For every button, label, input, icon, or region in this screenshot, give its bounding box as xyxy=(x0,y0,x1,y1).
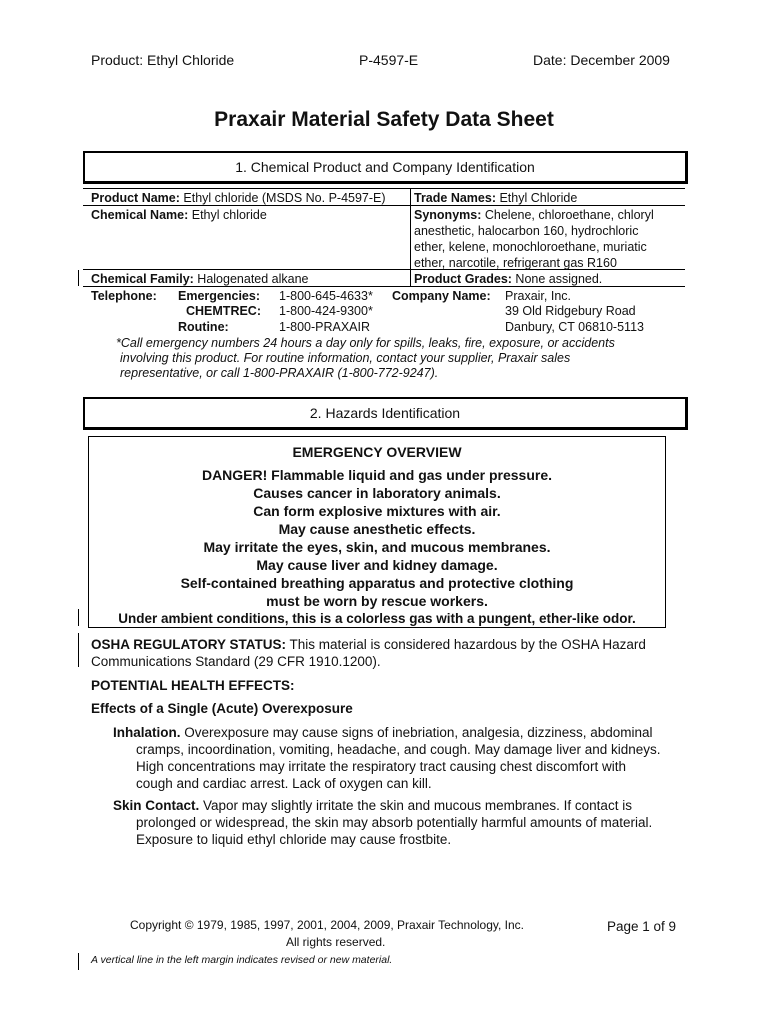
chemical-family-cell xyxy=(91,271,309,287)
synonyms-line: ether, narcotile, refrigerant gas R160 xyxy=(414,256,617,270)
inhalation-line: cramps, incoordination, vomiting, headache, and cough. May damage liver and kidneys. xyxy=(136,742,661,757)
routine-label: Routine: xyxy=(178,320,229,334)
emergencies-label: Emergencies: xyxy=(178,289,260,303)
emergency-line: DANGER! Flammable liquid and gas under pressure. xyxy=(201,467,553,483)
inhalation-line: Overexposure may cause signs of inebriation, analgesia, dizziness, abdominal xyxy=(180,725,653,740)
osha-line: This material is considered hazardous by the OSHA Hazard xyxy=(286,637,646,652)
revision-margin-bar xyxy=(78,633,79,667)
synonyms-line: ether, kelene, monochloroethane, muriatic xyxy=(414,240,647,254)
product-grades-value: None assigned. xyxy=(511,272,603,286)
inhalation-label: Inhalation. xyxy=(113,725,181,740)
emergency-note-line: involving this product. For routine information, contact your supplier, Praxair sales xyxy=(120,351,571,365)
rights-text: All rights reserved. xyxy=(286,935,386,949)
osha-line: Communications Standard (29 CFR 1910.1200). xyxy=(91,654,381,669)
potential-health-heading: POTENTIAL HEALTH EFFECTS: xyxy=(91,678,295,693)
company-line: Danbury, CT 06810-5113 xyxy=(505,320,644,334)
inhalation-line: cough and cardiac arrest. Lack of oxygen can kill. xyxy=(136,776,432,791)
emergency-line: May cause anesthetic effects. xyxy=(278,521,476,537)
chemical-name-cell xyxy=(91,207,267,223)
product-grades-label: Product Grades: xyxy=(414,272,512,286)
table-divider xyxy=(410,188,411,286)
inhalation-line: High concentrations may irritate the respiratory tract causing chest discomfort with xyxy=(136,759,626,774)
synonyms-line: Chelene, chloroethane, chloryl xyxy=(481,208,654,222)
section-2-heading: 2. Hazards Identification xyxy=(83,397,688,430)
revision-margin-bar xyxy=(78,953,79,970)
trade-names-label: Trade Names: xyxy=(414,191,496,205)
product-grades-cell xyxy=(414,271,602,287)
skin-contact-label: Skin Contact. xyxy=(113,798,200,813)
header-product: Product: Ethyl Chloride xyxy=(91,52,235,68)
acute-heading: Effects of a Single (Acute) Overexposure xyxy=(91,701,353,716)
margin-note: A vertical line in the left margin indicates revised or new material. xyxy=(91,954,393,966)
skin-contact-line: Vapor may slightly irritate the skin and mucous membranes. If contact is xyxy=(199,798,632,813)
revision-margin-bar xyxy=(78,609,79,626)
skin-contact-paragraph xyxy=(113,797,652,848)
header-date: Date: December 2009 xyxy=(533,52,670,68)
chemtrec-value: 1-800-424-9300* xyxy=(279,304,373,318)
emergency-line: May irritate the eyes, skin, and mucous membranes. xyxy=(203,539,551,555)
chemical-family-label: Chemical Family: xyxy=(91,272,194,286)
inhalation-paragraph xyxy=(113,724,661,792)
copyright-text: Copyright © 1979, 1985, 1997, 2001, 2004, 2009, Praxair Technology, Inc. xyxy=(130,918,525,932)
skin-contact-line: Exposure to liquid ethyl chloride may cause frostbite. xyxy=(136,832,452,847)
emergency-line: Can form explosive mixtures with air. xyxy=(253,503,501,519)
document-title: Praxair Material Safety Data Sheet xyxy=(214,108,554,131)
emergency-note-line: representative, or call 1-800-PRAXAIR (1-800-772-9247). xyxy=(120,366,439,380)
chemical-name-value: Ethyl chloride xyxy=(188,208,267,222)
chemtrec-label: CHEMTREC: xyxy=(186,304,261,318)
emergency-overview-box xyxy=(88,436,666,628)
skin-contact-line: prolonged or widespread, the skin may absorb potentially harmful amounts of material. xyxy=(136,815,653,830)
table-rule xyxy=(83,188,685,189)
routine-value: 1-800-PRAXAIR xyxy=(279,320,371,334)
telephone-label: Telephone: xyxy=(91,289,157,303)
revision-margin-bar xyxy=(78,270,79,286)
synonyms-label: Synonyms: xyxy=(414,208,482,222)
osha-status xyxy=(91,636,646,670)
company-name-label: Company Name: xyxy=(392,289,491,303)
product-name-value: Ethyl chloride (MSDS No. P-4597-E) xyxy=(179,191,386,205)
chemical-family-value: Halogenated alkane xyxy=(193,272,309,286)
product-name-cell xyxy=(91,190,386,206)
section-1-heading: 1. Chemical Product and Company Identification xyxy=(83,151,688,184)
emergency-overview-title: EMERGENCY OVERVIEW xyxy=(292,444,462,460)
product-name-label: Product Name: xyxy=(91,191,180,205)
synonyms-cell xyxy=(414,207,654,271)
page-number: Page 1 of 9 xyxy=(607,919,677,934)
emergency-line: Self-contained breathing apparatus and protective clothing xyxy=(180,575,574,591)
osha-label: OSHA REGULATORY STATUS: xyxy=(91,637,287,652)
emergency-line: May cause liver and kidney damage. xyxy=(256,557,498,573)
emergencies-value: 1-800-645-4633* xyxy=(279,289,373,303)
emergency-line: Causes cancer in laboratory animals. xyxy=(253,485,501,501)
trade-names-value: Ethyl Chloride xyxy=(495,191,578,205)
company-line: 39 Old Ridgebury Road xyxy=(505,304,636,318)
trade-names-cell xyxy=(414,190,577,206)
emergency-line: must be worn by rescue workers. xyxy=(266,593,488,609)
emergency-note-line: *Call emergency numbers 24 hours a day only for spills, leaks, fire, exposure, or accidents xyxy=(116,336,615,350)
chemical-name-label: Chemical Name: xyxy=(91,208,189,222)
emergency-line: Under ambient conditions, this is a colorless gas with a pungent, ether-like odor. xyxy=(118,611,636,626)
synonyms-line: anesthetic, halocarbon 160, hydrochloric xyxy=(414,224,639,238)
company-line: Praxair, Inc. xyxy=(505,289,571,303)
header-doc-number: P-4597-E xyxy=(359,52,419,68)
